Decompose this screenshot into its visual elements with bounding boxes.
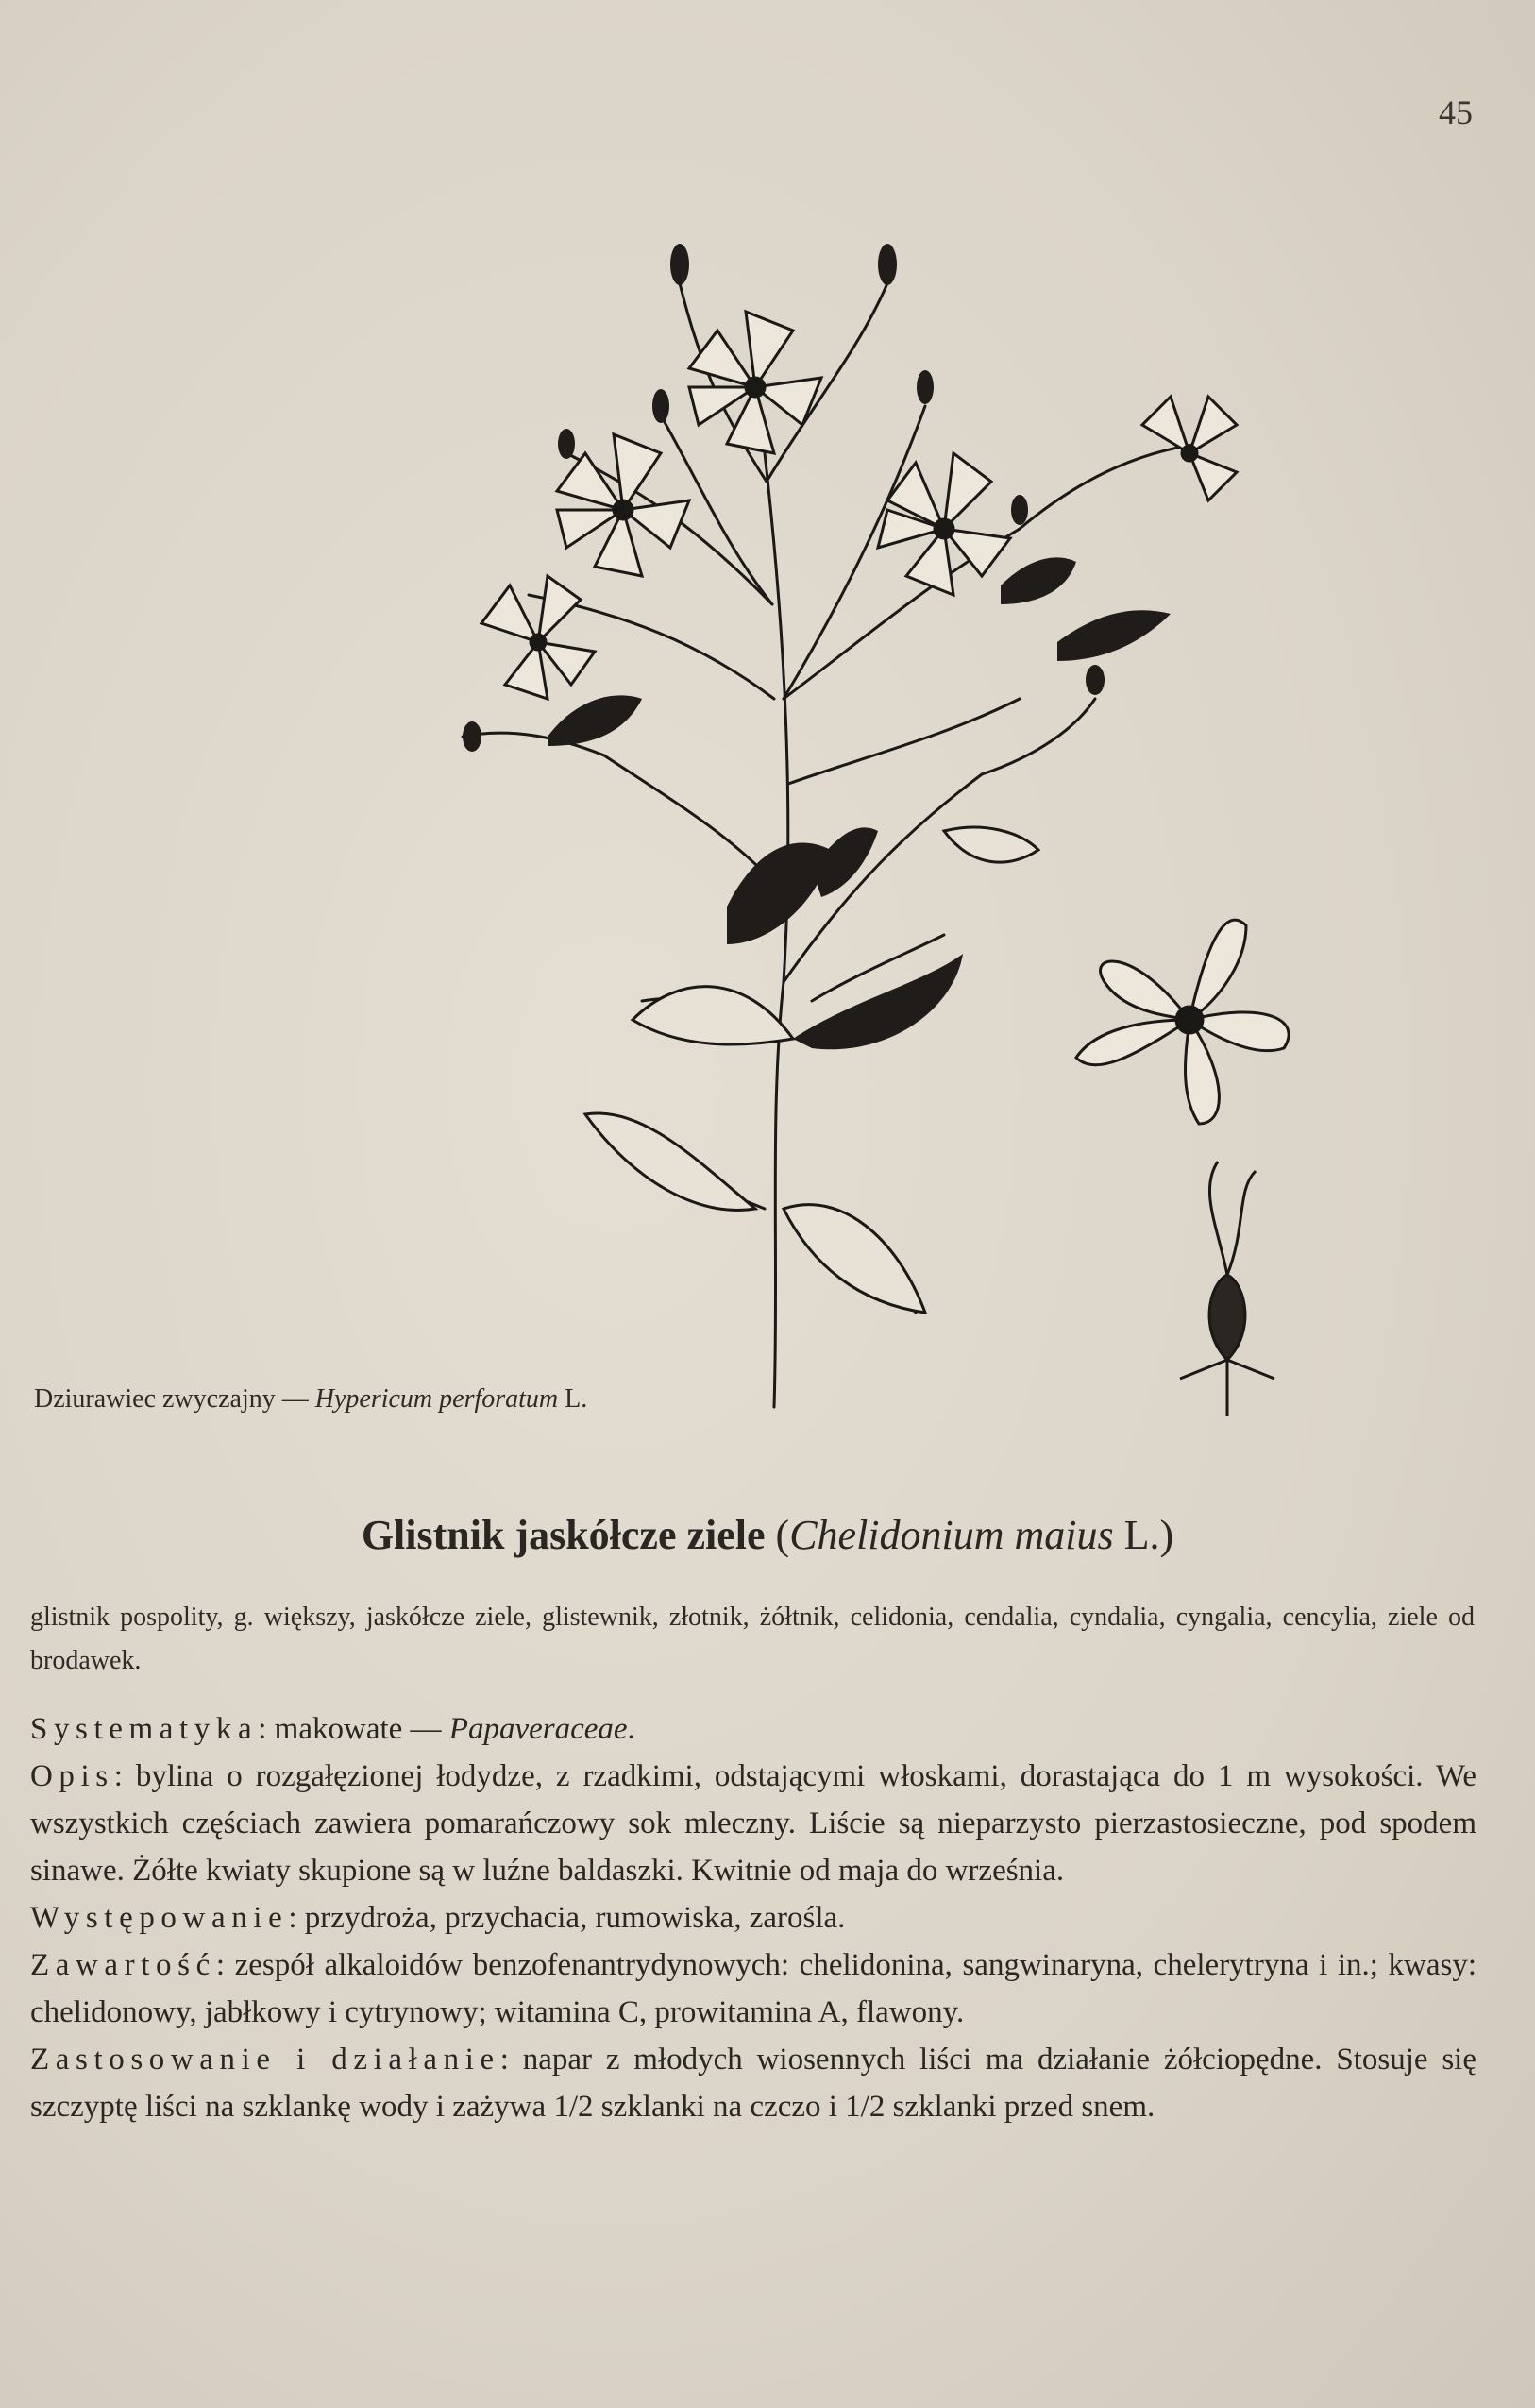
title-common-name: Glistnik jaskółcze ziele — [361, 1512, 766, 1558]
synonyms-paragraph: glistnik pospolity, g. większy, jaskółcze ziele, glistewnik, złotnik, żółtnik, celidonia, cendalia, cyndalia, cyngalia, cencylia, ziele od brodawek. — [30, 1603, 1475, 1675]
caption-author: L. — [558, 1384, 588, 1414]
figure-caption — [34, 1384, 587, 1415]
caption-latin-name: Hypericum perforatum — [314, 1384, 559, 1414]
section-label: Występowanie — [30, 1901, 289, 1935]
plant-illustration — [415, 170, 1378, 1511]
section-text: : bylina o rozgałęzionej łodydze, z rzadkimi, odstającymi włoskami, dorastająca do 1 m wysokości. We wszystkich częściach zawiera pomarańczowy sok mleczny. Liście są nieparzysto pierzastosieczne, pod spodem sinawe. Żółte kwiaty skupione są w luźne baldaszki. Kwitnie od maja do września. — [30, 1759, 1476, 1888]
section-zawartosc — [30, 1942, 1476, 2036]
entry-body — [30, 1705, 1476, 2130]
section-text: : zespół alkaloidów benzofenantrydynowych: chelidonina, sangwinaryna, chelerytryna i in.; kwasy: chelidonowy, jabłkowy i cytrynowy; witamina C, prowitamina A, flawony. — [30, 1948, 1476, 2029]
title-latin-name: Chelidonium maius — [789, 1512, 1114, 1558]
entry-title — [0, 1511, 1535, 1559]
title-paren-open: ( — [765, 1512, 790, 1558]
section-end: . — [627, 1712, 635, 1746]
section-label: Zawartość — [30, 1948, 216, 1982]
section-zastosowanie — [30, 2036, 1476, 2130]
section-text: : przydroża, przychacia, rumowiska, zarośla. — [288, 1901, 846, 1935]
section-text: : napar z młodych wiosennych liści ma działanie żółciopędne. Stosuje się szczyptę liści na szklankę wody i zażywa 1/2 szklanki na czczo i 1/2 szklanki przed snem. — [30, 2043, 1476, 2124]
section-wystepowanie — [30, 1894, 1476, 1942]
section-opis — [30, 1753, 1476, 1894]
title-paren-close: L.) — [1113, 1512, 1174, 1558]
section-label: Systematyka — [30, 1712, 259, 1746]
page-number: 45 — [1439, 93, 1473, 131]
section-label: Opis — [30, 1759, 114, 1793]
section-latin: Papaveraceae — [448, 1712, 628, 1746]
section-label: Zastosowanie i działanie — [30, 2043, 500, 2077]
section-systematyka — [30, 1705, 1476, 1753]
section-text: : makowate — — [258, 1712, 449, 1746]
caption-common-name: Dziurawiec zwyczajny — — [34, 1384, 315, 1414]
